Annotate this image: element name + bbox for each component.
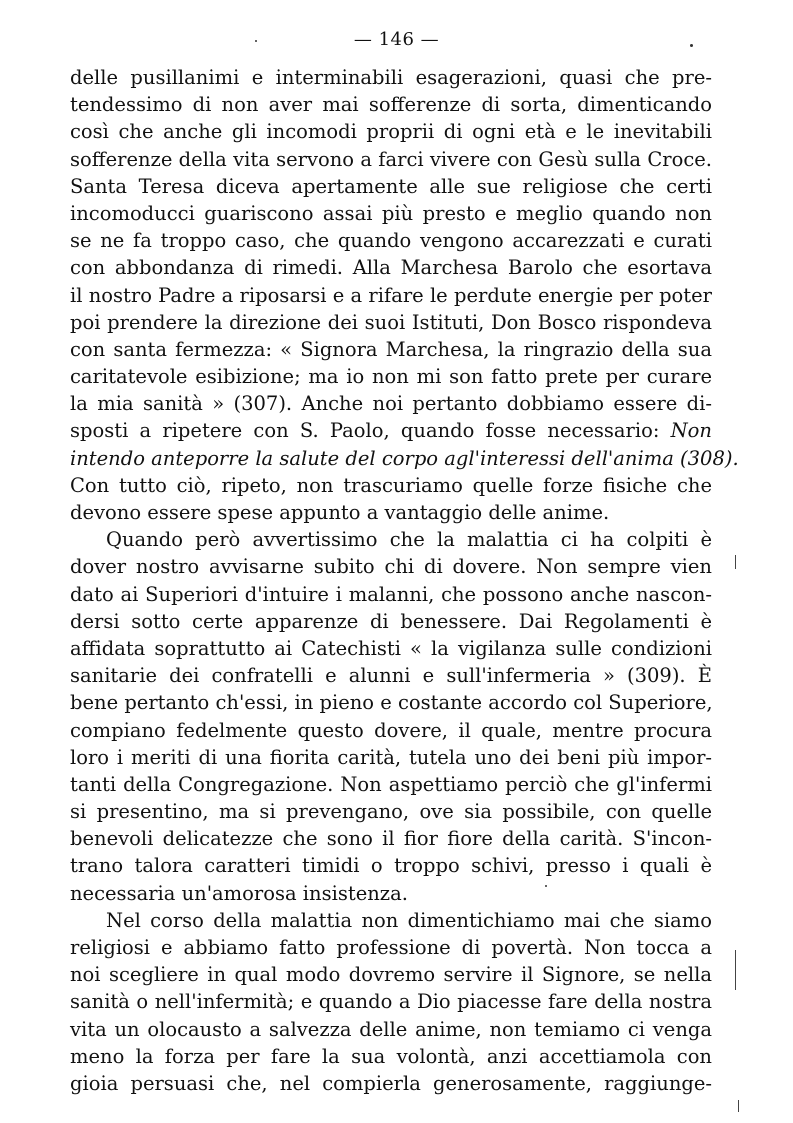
text-line: poi prendere la direzione dei suoi Istituti, Don Bosco rispondeva [70,310,712,334]
text-line: dover nostro avvisarne subito chi di dovere. Non sempre vien [70,555,712,579]
scan-speck [690,44,693,47]
text-line: dersi sotto certe apparenze di benessere. Dai Regolamenti è [70,609,712,633]
text-line: con santa fermezza: « Signora Marchesa, la ringrazio della sua [70,337,712,361]
text-line: gioia persuasi che, nel compierla generosamente, raggiunge- [70,1071,712,1095]
text-line: bene pertanto ch'essi, in pieno e costante accordo col Superiore, [70,691,713,715]
text-line: Con tutto ciò, ripeto, non trascuriamo quelle forze fisiche che [70,473,712,497]
text-line: sofferenze della vita servono a farci vivere con Gesù sulla Croce. [70,147,712,171]
scan-margin-mark [735,950,736,990]
text-line: affidata soprattutto ai Catechisti « la vigilanza sulle condizioni [70,636,712,660]
text-line: Quando però avvertissimo che la malattia ci ha colpiti è [106,528,712,552]
paragraph-3 [70,907,712,1097]
text-line: Nel corso della malattia non dimentichiamo mai che siamo [106,908,712,932]
scan-speck [545,885,547,887]
text-line: religiosi e abbiamo fatto professione di povertà. Non tocca a [70,936,712,959]
text-line-with-italic [70,417,712,444]
text-line: necessaria un'amorosa insistenza. [70,881,408,905]
text-line: loro i meriti di una fiorita carità, tutela uno dei beni più impor- [70,745,712,769]
text-line: si presentino, ma si prevengano, ove sia possibile, con quelle [70,800,712,824]
text-segment: sposti a ripetere con S. Paolo, quando fosse necessario: [70,419,660,443]
text-line: devono essere spese appunto a vantaggio delle anime. [70,501,610,524]
paragraph-1 [70,64,739,526]
scan-margin-mark [735,555,736,569]
text-line: meno la forza per fare la sua volontà, anzi accettiamola con [70,1044,712,1068]
text-line: dato ai Superiori d'intuire i malanni, che possono anche nascon- [70,582,712,606]
text-line: sanitarie dei confratelli e alunni e sull'infermeria » (309). È [70,664,712,688]
body-text [70,64,739,1097]
text-line: benevoli delicatezze che sono il fior fiore della carità. S'incon- [70,827,712,851]
text-line: sanità o nell'infermità; e quando a Dio piacesse fare della nostra [70,990,712,1014]
scan-margin-mark [738,1100,739,1112]
text-line: incomoducci guariscono assai più presto e meglio quando non [70,201,712,225]
text-line: caritatevole esibizione; ma io non mi son fatto prete per curare [70,365,712,389]
text-line: se ne fa troppo caso, che quando vengono accarezzati e curati [70,229,712,253]
text-line: tendessimo di non aver mai sofferenze di sorta, dimenticando [70,93,712,117]
text-line-italic [70,445,739,472]
text-line: noi scegliere in qual modo dovremo servire il Signore, se nella [70,963,712,987]
italic-quote: Non [670,419,712,443]
text-line: tanti della Congregazione. Non aspettiamo perciò che gl'infermi [70,772,712,796]
text-line: così che anche gli incomodi proprii di ogni età e le inevitabili [70,120,712,144]
text-line: vita un olocausto a salvezza delle anime, non temiamo ci venga [70,1017,712,1041]
text-line: trano talora caratteri timidi o troppo schivi, presso i quali è [70,854,712,878]
italic-quote: intendo anteporre la salute del corpo agl'interessi dell'anima (308). [70,446,739,470]
paragraph-2 [70,526,712,907]
scan-speck [255,40,257,42]
text-line: con abbondanza di rimedi. Alla Marchesa Barolo che esortava [70,256,712,280]
text-line: la mia sanità » (307). Anche noi pertanto dobbiamo essere di- [70,392,712,416]
text-line: il nostro Padre a riposarsi e a rifare le perdute energie per poter [70,283,712,307]
text-line: delle pusillanimi e interminabili esagerazioni, quasi che pre- [70,66,712,89]
text-line: Santa Teresa diceva apertamente alle sue religiose che certi [70,174,712,198]
text-line: compiano fedelmente questo dovere, il quale, mentre procura [70,718,712,742]
page-number: — 146 — [353,29,440,50]
